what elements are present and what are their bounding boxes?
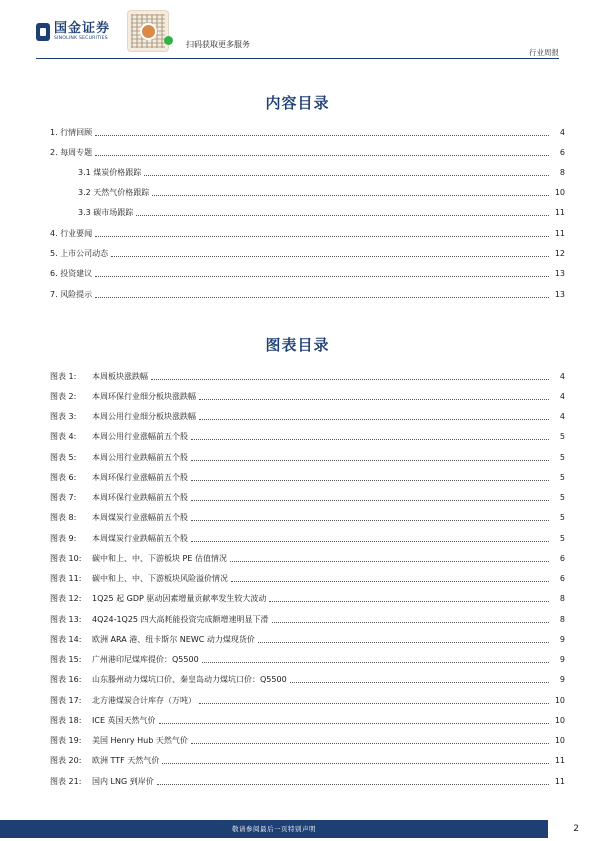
figure-entry[interactable] [50,714,565,726]
figure-label: 1Q25 起 GDP 驱动因素增量贡献率发生较大波动 [92,594,267,603]
figure-number: 图表 18: [50,716,82,725]
figure-entry[interactable] [50,694,565,706]
toc-entry[interactable] [50,288,565,300]
toc-entry-number: 2. [50,148,58,157]
company-logo [36,22,110,42]
leader-dots [191,430,549,440]
toc-entry-page: 10 [554,188,565,197]
logo-name-en: SINOLINK SECURITIES [54,36,108,41]
toc-entry-label: 碳市场跟踪 [93,208,134,217]
figure-number: 图表 21: [50,777,82,786]
toc-entry-number: 6. [50,269,58,278]
figure-page: 10 [554,736,565,745]
leader-dots [191,734,549,744]
toc-entry-page: 8 [559,168,565,177]
figure-page: 9 [559,655,565,664]
figure-entry[interactable] [50,673,565,685]
figure-entry[interactable] [50,511,565,523]
leader-dots [258,633,549,643]
leader-dots [159,714,549,724]
figure-number: 图表 7: [50,493,77,502]
figure-entry[interactable] [50,471,565,483]
figure-entry[interactable] [50,754,565,766]
figure-number: 图表 14: [50,635,82,644]
toc-subentry[interactable] [50,206,565,218]
figure-label: 欧洲 ARA 港、纽卡斯尔 NEWC 动力煤现货价 [92,635,255,644]
figure-entry[interactable] [50,653,565,665]
leader-dots [157,775,549,785]
figure-page: 5 [559,432,565,441]
figure-page: 6 [559,554,565,563]
toc-entry-number: 5. [50,249,58,258]
leader-dots [269,592,549,602]
leader-dots [95,146,549,156]
figure-label: 本周煤炭行业跌幅前五个股 [92,534,188,543]
figure-label: 本周煤炭行业涨幅前五个股 [92,513,188,522]
toc-entry-page: 13 [554,290,565,299]
leader-dots [111,247,549,257]
leader-dots [199,390,549,400]
figures-title: 图表目录 [265,336,330,354]
figure-entry[interactable] [50,410,565,422]
figure-label: 本周公用行业涨幅前五个股 [92,432,188,441]
figure-number: 图表 11: [50,574,82,583]
figure-page: 5 [559,473,565,482]
toc-entry-number: 3.2 [78,188,91,197]
figure-number: 图表 4: [50,432,77,441]
toc-entry-page: 11 [554,229,565,238]
toc-entry-label: 风险提示 [60,290,93,299]
logo-name-cn: 国金证券 [54,21,111,36]
leader-dots [272,613,549,623]
leader-dots [162,754,549,764]
footer-disclaimer[interactable]: 敬请参阅最后一页特别声明 [232,825,316,833]
figure-page: 4 [559,412,565,421]
leader-dots [290,673,549,683]
figure-entry[interactable] [50,451,565,463]
leader-dots [136,206,549,216]
figure-label: 本周环保行业涨幅前五个股 [92,473,188,482]
leader-dots [144,166,549,176]
leader-dots [191,491,549,501]
figure-number: 图表 10: [50,554,82,563]
figure-number: 图表 13: [50,615,82,624]
leader-dots [199,694,549,704]
toc-entry[interactable] [50,247,565,259]
figure-entry[interactable] [50,430,565,442]
figure-label: 美国 Henry Hub 天然气价 [92,736,188,745]
toc-entry-page: 4 [559,128,565,137]
toc-entry-page: 11 [554,208,565,217]
toc-entry[interactable] [50,126,565,138]
toc-entry[interactable] [50,227,565,239]
toc-subentry[interactable] [50,186,565,198]
figure-page: 5 [559,493,565,502]
report-type: 行业周报 [529,48,559,57]
leader-dots [191,471,549,481]
leader-dots [191,451,549,461]
toc-entry-number: 7. [50,290,58,299]
leader-dots [152,186,549,196]
qr-caption: 扫码获取更多服务 [186,40,250,49]
figure-number: 图表 20: [50,756,82,765]
figure-label: 碳中和上、中、下游板块风险溢价情况 [92,574,228,583]
figure-number: 图表 2: [50,392,77,401]
leader-dots [199,410,549,420]
figure-number: 图表 9: [50,534,77,543]
figure-page: 5 [559,534,565,543]
figure-label: 碳中和上、中、下游板块 PE 估值情况 [92,554,227,563]
figure-entry[interactable] [50,633,565,645]
figure-page: 10 [554,696,565,705]
figure-number: 图表 5: [50,453,77,462]
toc-entry[interactable] [50,267,565,279]
figure-label: 欧洲 TTF 天然气价 [92,756,160,765]
figure-number: 图表 3: [50,412,77,421]
figure-number: 图表 6: [50,473,77,482]
toc-entry-label: 行情回顾 [60,128,93,137]
figure-label: 本周环保行业细分板块涨跌幅 [92,392,196,401]
leader-dots [202,653,549,663]
figure-entry[interactable] [50,532,565,544]
figure-entry[interactable] [50,370,565,382]
leader-dots [95,227,549,237]
figure-label: 本周公用行业跌幅前五个股 [92,453,188,462]
figure-label: 本周环保行业跌幅前五个股 [92,493,188,502]
figure-entry[interactable] [50,592,565,604]
figure-number: 图表 17: [50,696,82,705]
leader-dots [95,267,549,277]
toc-entry-number: 3.3 [78,208,91,217]
figure-page: 4 [559,392,565,401]
leader-dots [151,370,549,380]
toc-entry-label: 煤炭价格跟踪 [93,168,142,177]
figure-page: 6 [559,574,565,583]
figure-entry[interactable] [50,491,565,503]
figure-label: ICE 英国天然气价 [92,716,156,725]
figure-page: 8 [559,594,565,603]
toc-entry-label: 每周专题 [60,148,93,157]
figure-page: 5 [559,513,565,522]
figure-page: 9 [559,635,565,644]
figure-label: 山东滕州动力煤坑口价、秦皇岛动力煤坑口价：Q5500 [92,675,287,684]
toc-subentry[interactable] [50,166,565,178]
toc-entry-label: 天然气价格跟踪 [93,188,150,197]
leader-dots [231,572,549,582]
figure-page: 8 [559,615,565,624]
toc-entry-page: 12 [554,249,565,258]
figure-entry[interactable] [50,572,565,584]
toc-entry-number: 4. [50,229,58,238]
contents-title: 内容目录 [265,94,330,112]
figure-page: 5 [559,453,565,462]
figure-number: 图表 16: [50,675,82,684]
figure-number: 图表 1: [50,372,77,381]
toc-entry[interactable] [50,146,565,158]
figure-label: 本周板块涨跌幅 [92,372,148,381]
figure-page: 9 [559,675,565,684]
figure-page: 4 [559,372,565,381]
figure-number: 图表 15: [50,655,82,664]
figure-label: 国内 LNG 到岸价 [92,777,154,786]
figure-entry[interactable] [50,775,565,787]
figure-entry[interactable] [50,613,565,625]
figure-number: 图表 8: [50,513,77,522]
figure-page: 11 [554,777,565,786]
figure-page: 11 [554,756,565,765]
toc-entry-label: 行业要闻 [60,229,93,238]
toc-entry-number: 3.1 [78,168,91,177]
toc-entry-number: 1. [50,128,58,137]
wechat-badge-icon [164,36,173,45]
page-number: 2 [573,824,579,834]
leader-dots [95,126,549,136]
toc-entry-label: 投资建议 [60,269,93,278]
figure-number: 图表 19: [50,736,82,745]
figure-number: 图表 12: [50,594,82,603]
leader-dots [230,552,549,562]
leader-dots [191,532,549,542]
figure-label: 本周公用行业细分板块涨跌幅 [92,412,196,421]
figure-label: 4Q24-1Q25 四大高耗能投资完成额增速明显下滑 [92,615,269,624]
figure-label: 北方港煤炭合计库存（万吨） [92,696,196,705]
toc-entry-page: 6 [559,148,565,157]
qr-code-icon[interactable] [127,10,169,52]
leader-dots [95,288,549,298]
figure-page: 10 [554,716,565,725]
figure-label: 广州港印尼煤库提价：Q5500 [92,655,199,664]
figure-entry[interactable] [50,734,565,746]
figure-entry[interactable] [50,390,565,402]
logo-icon [36,23,50,41]
leader-dots [191,511,549,521]
page-footer [0,816,595,841]
header-divider [36,58,559,59]
toc-entry-label: 上市公司动态 [60,249,109,258]
toc-entry-page: 13 [554,269,565,278]
figure-entry[interactable] [50,552,565,564]
